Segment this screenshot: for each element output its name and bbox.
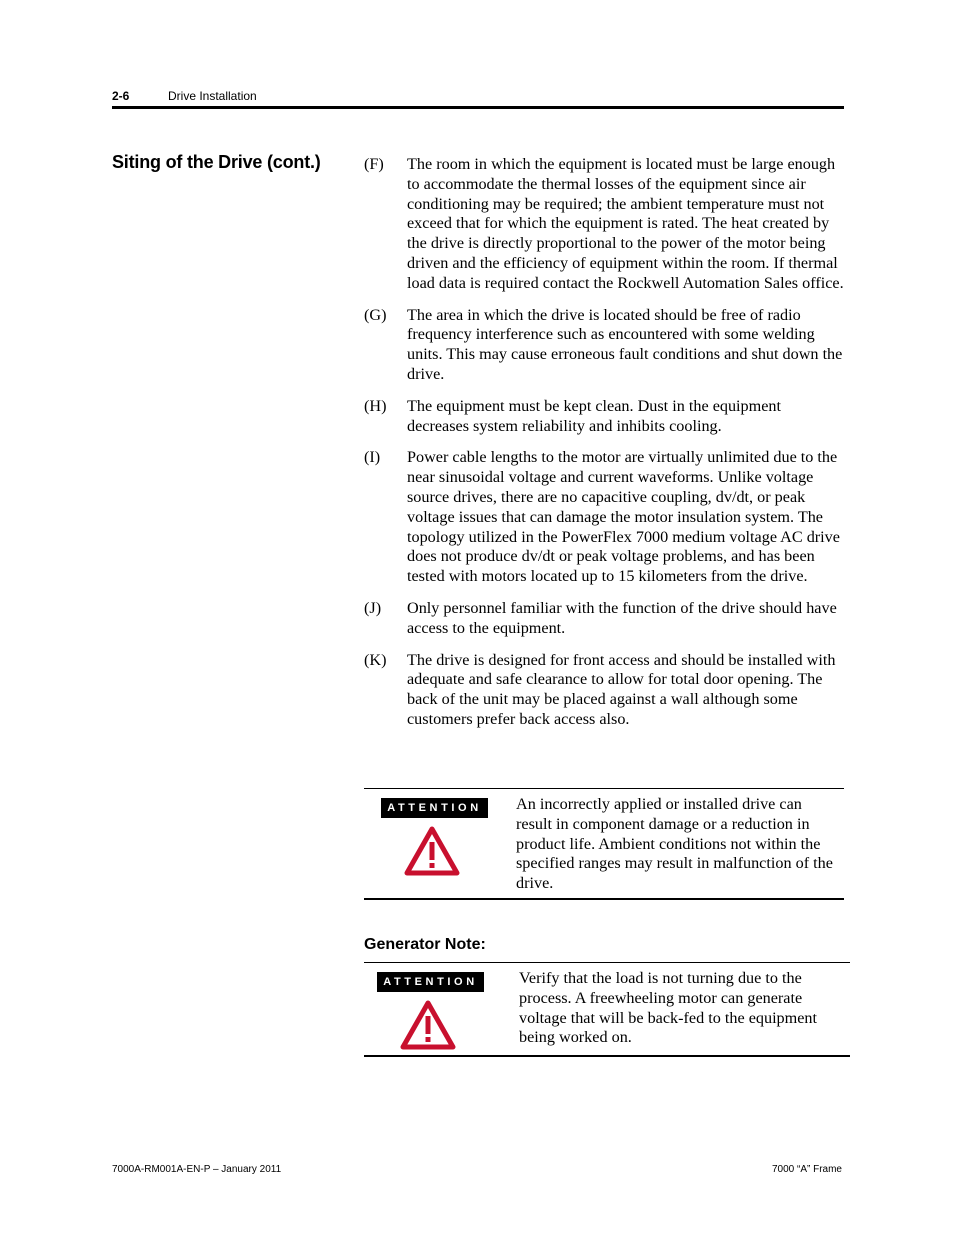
item-list <box>364 155 844 742</box>
list-item <box>364 397 844 437</box>
list-item <box>364 155 844 294</box>
attention-badge: ATTENTION <box>381 798 488 818</box>
item-label: (J) <box>364 598 382 617</box>
item-text: The room in which the equipment is located must be large enough to accommodate the thermal losses of the equipment since air conditioning may be required; the ambient temperature must not exceed that for which the equipment is rated. The heat created by the drive is directly proportional to the power of the motor being driven and the efficiency of equipment within the room. If thermal load data is required contact the Rockwell Automation Sales office. <box>407 155 844 292</box>
attention-badge: ATTENTION <box>377 972 484 992</box>
attention-bottom-rule <box>364 1055 850 1057</box>
item-text: Power cable lengths to the motor are virtually unlimited due to the near sinusoidal voltage and current waveforms. Unlike voltage source drives, there are no capacitive coupling, dv/dt, or peak voltage issues that can damage the motor insulation system. The topology utilized in the PowerFlex 7000 medium voltage AC drive does not produce dv/dt or peak voltage problems, and has been tested with motors located up to 15 kilometers from the drive. <box>407 448 840 586</box>
item-text: The equipment must be kept clean. Dust in the equipment decreases system reliability and inhibits cooling. <box>407 396 782 435</box>
item-label: (G) <box>364 305 387 324</box>
page-number: 2-6 <box>112 89 130 103</box>
footer-product: 7000 “A” Frame <box>771 1164 842 1175</box>
header-rule <box>112 106 844 109</box>
side-heading: Siting of the Drive (cont.) <box>112 152 321 172</box>
item-text: The drive is designed for front access and should be installed with adequate and safe clearance to allow for total door opening. The back of the unit may be placed against a wall although some customers prefer back access also. <box>407 650 836 728</box>
item-label: (F) <box>364 155 384 173</box>
list-item <box>364 306 844 385</box>
attention-box <box>364 788 844 900</box>
generator-note-heading: Generator Note: <box>364 936 486 953</box>
attention-top-rule <box>364 962 850 963</box>
attention-top-rule <box>364 788 844 789</box>
warning-triangle-icon <box>400 1000 456 1050</box>
attention-text: An incorrectly applied or installed drive can result in component damage or a reduction in product life. Ambient conditions not within the specified ranges may result in malfunction of the drive. <box>516 795 833 893</box>
header-section-title: Drive Installation <box>168 89 257 103</box>
item-text: The area in which the drive is located should be free of radio frequency interference such as encountered with some welding units. This may cause erroneous fault conditions and shut down the drive. <box>407 305 843 383</box>
item-label: (K) <box>364 650 387 669</box>
item-label: (H) <box>364 396 387 415</box>
list-item <box>364 599 844 639</box>
warning-triangle-icon <box>404 826 460 876</box>
attention-box <box>364 962 850 1057</box>
attention-bottom-rule <box>364 898 844 900</box>
item-label: (I) <box>364 448 381 467</box>
footer-publication: 7000A-RM001A-EN-P – January 2011 <box>112 1164 282 1175</box>
list-item <box>364 651 844 730</box>
list-item <box>364 448 844 587</box>
attention-text: Verify that the load is not turning due to the process. A freewheeling motor can generate voltage that will be back-fed to the equipment being worked on. <box>519 969 818 1047</box>
item-text: Only personnel familiar with the function of the drive should have access to the equipment. <box>407 598 837 637</box>
